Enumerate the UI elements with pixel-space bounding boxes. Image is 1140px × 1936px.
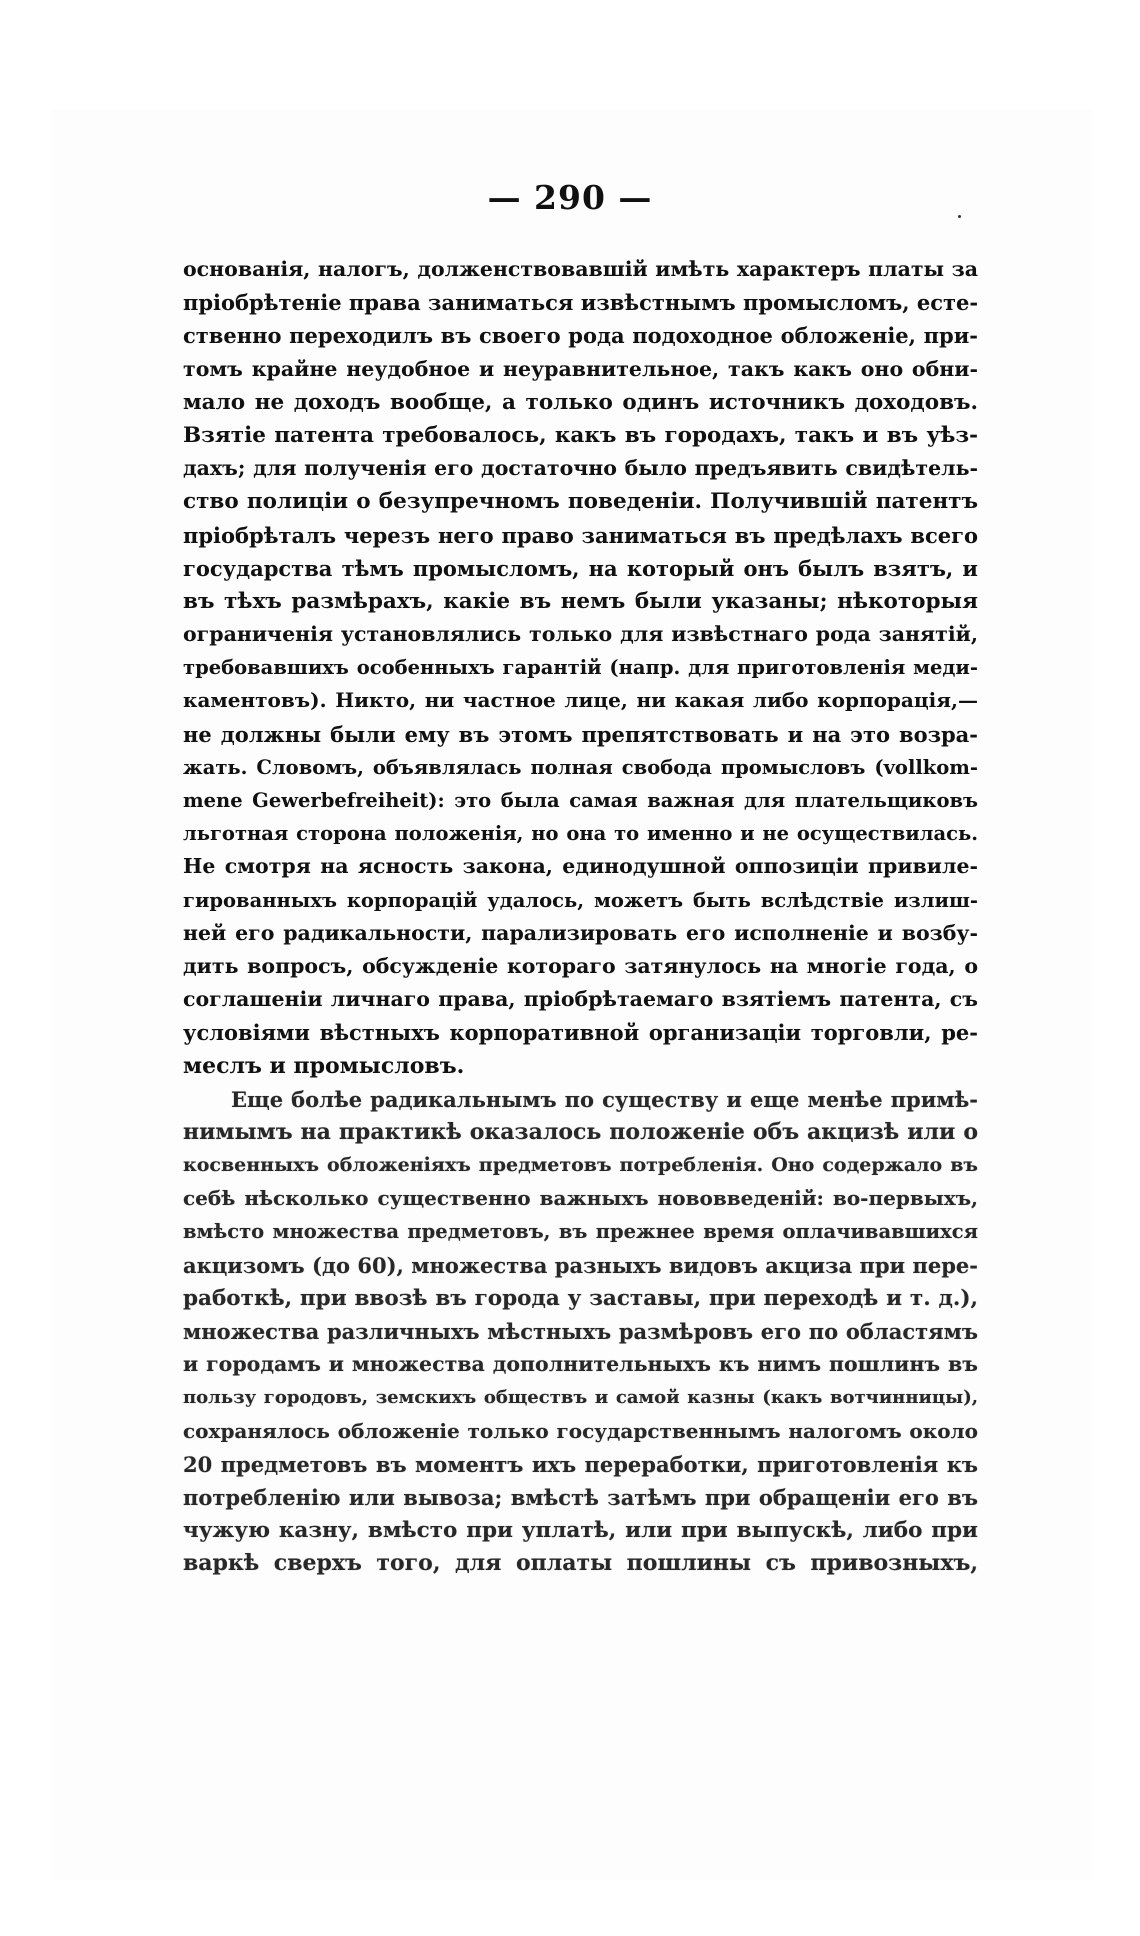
text-line: акцизомъ (до 60), множества разныхъ видовъ акциза при пере- [183, 1252, 978, 1278]
text-line: работкѣ, при ввозѣ въ города у заставы, при переходѣ и т. д.), [183, 1285, 978, 1311]
text-line: основанія, налогъ, долженствовавшій имѣть характеръ платы за [183, 257, 978, 281]
text-line: пользу городовъ, земскихъ обществъ и самой казны (какъ вотчинницы), [183, 1387, 978, 1409]
text-line: каментовъ). Никто, ни частное лице, ни какая либо корпорація,— [183, 688, 978, 713]
text-line: ограниченія установлялись только для извѣстнаго рода занятій, [183, 622, 978, 647]
text-line: ство полиціи о безупречномъ поведеніи. Получившій патентъ [183, 489, 978, 515]
text-line: требовавшихъ особенныхъ гарантій (напр. для приготовленія меди- [183, 656, 978, 680]
text-line: не должны были ему въ этомъ препятствовать и на это возра- [183, 721, 978, 747]
text-line: государства тѣмъ промысломъ, на который онъ былъ взятъ, и [183, 555, 978, 581]
scan-speck [958, 215, 961, 218]
page-number: — 290 — [487, 178, 653, 217]
text-line: 20 предметовъ въ моментъ ихъ переработки, приготовленія къ [183, 1451, 978, 1477]
text-line: Не смотря на ясность закона, единодушной оппозиціи привиле- [183, 854, 978, 879]
text-line: дить вопросъ, обсужденіе котораго затянулось на многіе года, о [183, 953, 978, 978]
text-line: чужую казну, вмѣсто при уплатѣ, или при выпускѣ, либо при [183, 1518, 978, 1544]
text-line: косвенныхъ обложеніяхъ предметовъ потребленія. Оно содержало въ [183, 1154, 978, 1177]
text-line: соглашеніи личнаго права, пріобрѣтаемаго взятіемъ патента, съ [183, 987, 978, 1012]
text-line: льготная сторона положенія, но она то именно и не осуществилась. [183, 822, 978, 846]
text-line: жать. Словомъ, объявлялась полная свобода промысловъ (vollkom- [183, 755, 978, 779]
body-text [183, 253, 978, 1581]
text-line: варкѣ сверхъ того, для оплаты пошлины съ привозныхъ, [183, 1550, 978, 1577]
text-line: Еще болѣе радикальнымъ по существу и еще менѣе примѣ- [231, 1086, 978, 1112]
text-line: условіями вѣстныхъ корпоративной организаціи торговли, ре- [183, 1020, 978, 1046]
text-line: меслъ и промысловъ. [183, 1052, 465, 1079]
paragraph-2 [183, 1083, 978, 1581]
text-line: въ тѣхъ размѣрахъ, какіе въ немъ были указаны; нѣкоторыя [183, 588, 978, 614]
text-line: вмѣсто множества предметовъ, въ прежнее время оплачивавшихся [183, 1220, 978, 1244]
text-line: сохранялось обложеніе только государственнымъ налогомъ около [183, 1418, 978, 1443]
text-line: нимымъ на практикѣ оказалось положеніе объ акцизѣ или о [183, 1118, 978, 1145]
text-line: гированныхъ корпорацій удалось, можетъ быть вслѣдствіе излиш- [183, 888, 978, 912]
text-line: пріобрѣталъ черезъ него право заниматься въ предѣлахъ всего [183, 522, 978, 548]
text-line: себѣ нѣсколько существенно важныхъ нововведеній: во-первыхъ, [183, 1186, 978, 1211]
text-line: томъ крайне неудобное и неуравнительное, такъ какъ оно обни- [183, 356, 978, 381]
text-line: мало не доходъ вообще, а только одинъ источникъ доходовъ. [183, 389, 978, 415]
text-line: Взятіе патента требовалось, какъ въ городахъ, такъ и въ уѣз- [183, 422, 978, 448]
text-line: потребленію или вывоза; вмѣстѣ затѣмъ при обращеніи его въ [183, 1484, 978, 1510]
paragraph-1 [183, 253, 978, 1083]
text-line: множества различныхъ мѣстныхъ размѣровъ его по областямъ [183, 1319, 978, 1344]
text-line: mene Gewerbefreiheit): это была самая важная для плательщиковъ [183, 789, 978, 812]
text-line: ней его радикальности, парализировать его исполненіе и возбу- [183, 920, 978, 945]
text-line: ственно переходилъ въ своего рода подоходное обложеніе, при- [183, 323, 978, 349]
text-line: пріобрѣтеніе права заниматься извѣстнымъ промысломъ, есте- [183, 290, 978, 316]
text-line: дахъ; для полученія его достаточно было предъявить свидѣтель- [183, 456, 978, 481]
text-line: и городамъ и множества дополнительныхъ къ нимъ пошлинъ въ [183, 1352, 978, 1377]
